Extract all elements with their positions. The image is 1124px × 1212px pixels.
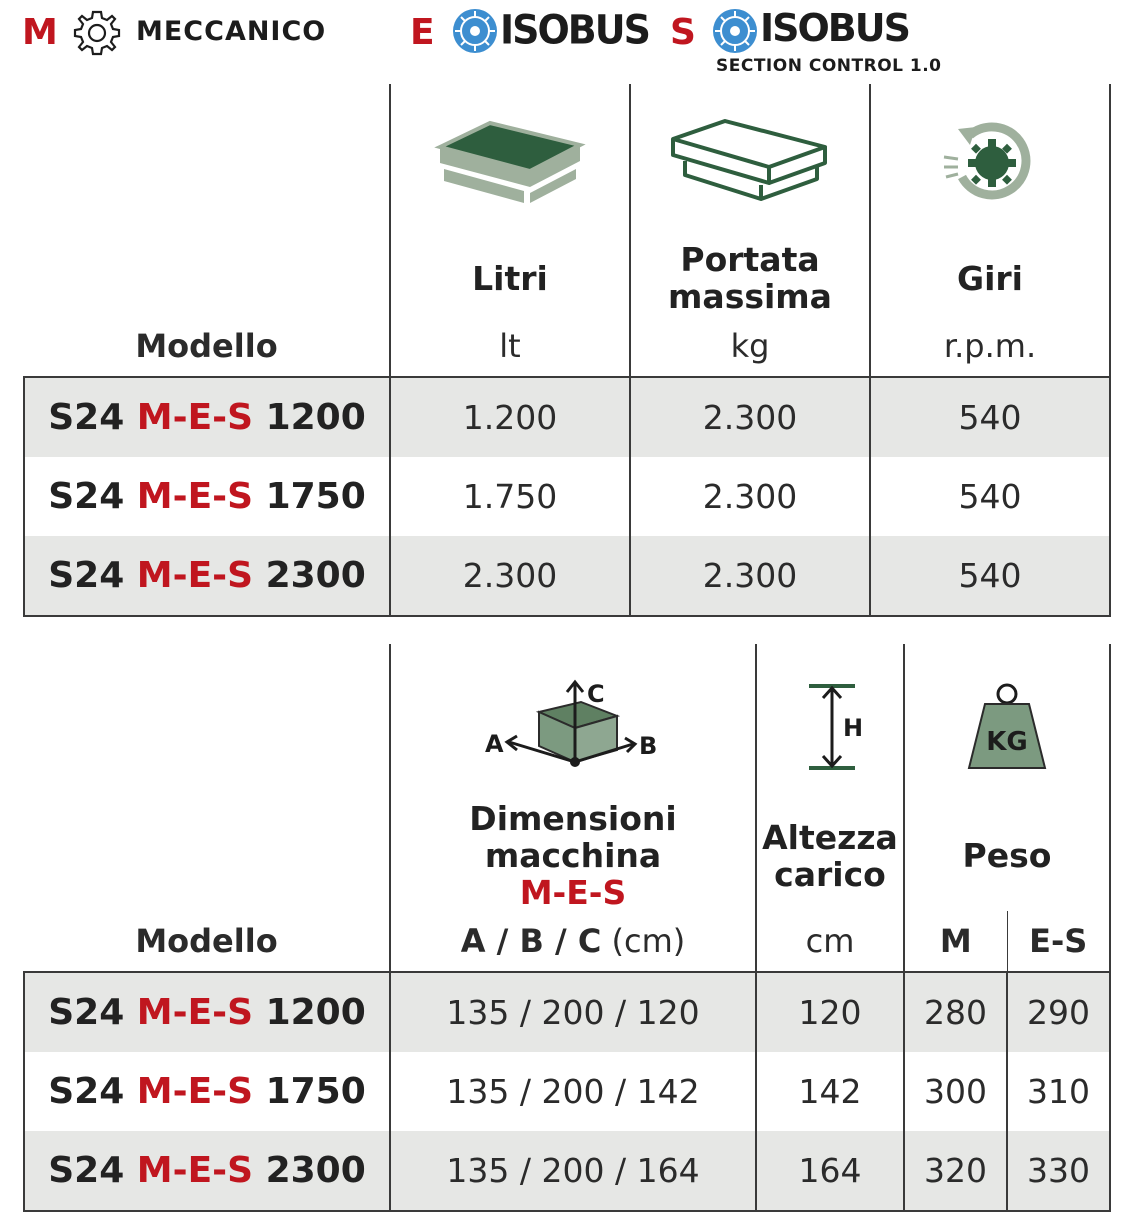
model-name: S24 M-E-S 1750: [24, 1052, 390, 1131]
peso-title: Peso: [904, 800, 1110, 911]
model-name: S24 M-E-S 1200: [24, 972, 390, 1052]
litri-title: Litri: [390, 240, 630, 316]
table-row: [24, 536, 1110, 616]
portata-unit: kg: [630, 316, 870, 377]
peso-m-value: 280: [904, 972, 1007, 1052]
svg-text:H: H: [843, 714, 864, 742]
model-column-header: Modello: [135, 327, 278, 365]
model-name: S24 M-E-S 2300: [24, 1131, 390, 1211]
peso-m-value: 300: [904, 1052, 1007, 1131]
dimensions-title: Dimensioni macchina M-E-S: [390, 800, 756, 911]
isobus-logo-icon: [712, 8, 758, 58]
altezza-title: Altezza carico: [756, 800, 904, 911]
litri-value: 2.300: [390, 536, 630, 616]
model-column-header: Modello: [135, 922, 278, 960]
weight-icon: [904, 644, 1110, 800]
model-name: S24 M-E-S 2300: [24, 536, 390, 616]
litri-unit: lt: [390, 316, 630, 377]
isobus-logo-icon: [452, 8, 498, 58]
table-row: [24, 1052, 1110, 1131]
altezza-unit: cm: [756, 911, 904, 972]
altezza-value: 120: [756, 972, 904, 1052]
dimensions-value: 135 / 200 / 164: [390, 1131, 756, 1211]
svg-text:B: B: [639, 732, 658, 760]
dimensions-value: 135 / 200 / 142: [390, 1052, 756, 1131]
gear-icon: [72, 8, 122, 62]
svg-text:C: C: [587, 680, 605, 708]
legend-s-letter: S: [670, 12, 696, 53]
legend-m-letter: M: [22, 12, 58, 53]
legend-m-label: MECCANICO: [136, 16, 327, 47]
loading-height-icon: [756, 644, 904, 800]
rpm-icon: [870, 84, 1110, 240]
peso-es-header: E-S: [1007, 911, 1110, 972]
altezza-value: 164: [756, 1131, 904, 1211]
capacity-table: [23, 84, 1111, 617]
svg-text:A: A: [485, 730, 504, 758]
portata-value: 2.300: [630, 377, 870, 457]
litri-value: 1.750: [390, 457, 630, 536]
table-row: [24, 972, 1110, 1052]
portata-title: Portata massima: [630, 240, 870, 316]
table-row: [24, 377, 1110, 457]
peso-m-header: M: [904, 911, 1007, 972]
legend-e-label: ISOBUS: [500, 6, 649, 54]
legend-s-sublabel: SECTION CONTROL 1.0: [716, 56, 942, 76]
dimensions-table: [23, 644, 1111, 1212]
model-name: S24 M-E-S 1200: [24, 377, 390, 457]
peso-es-value: 330: [1007, 1131, 1110, 1211]
giri-unit: r.p.m.: [870, 316, 1110, 377]
giri-value: 540: [870, 457, 1110, 536]
portata-value: 2.300: [630, 457, 870, 536]
giri-value: 540: [870, 536, 1110, 616]
table-row: [24, 1131, 1110, 1211]
svg-text:KG: KG: [986, 727, 1028, 757]
legend-s-label: ISOBUS: [760, 6, 909, 50]
legend: [0, 0, 1124, 80]
model-name: S24 M-E-S 1750: [24, 457, 390, 536]
peso-m-value: 320: [904, 1131, 1007, 1211]
giri-value: 540: [870, 377, 1110, 457]
litri-value: 1.200: [390, 377, 630, 457]
dimensions-value: 135 / 200 / 120: [390, 972, 756, 1052]
portata-value: 2.300: [630, 536, 870, 616]
dimensions-icon: [390, 644, 756, 800]
table-row: [24, 457, 1110, 536]
altezza-value: 142: [756, 1052, 904, 1131]
peso-es-value: 290: [1007, 972, 1110, 1052]
peso-es-value: 310: [1007, 1052, 1110, 1131]
dimensions-unit: A / B / C (cm): [390, 911, 756, 972]
legend-e-letter: E: [410, 12, 435, 53]
max-load-icon: [630, 84, 870, 240]
tank-volume-icon: [390, 84, 630, 240]
giri-title: Giri: [870, 240, 1110, 316]
